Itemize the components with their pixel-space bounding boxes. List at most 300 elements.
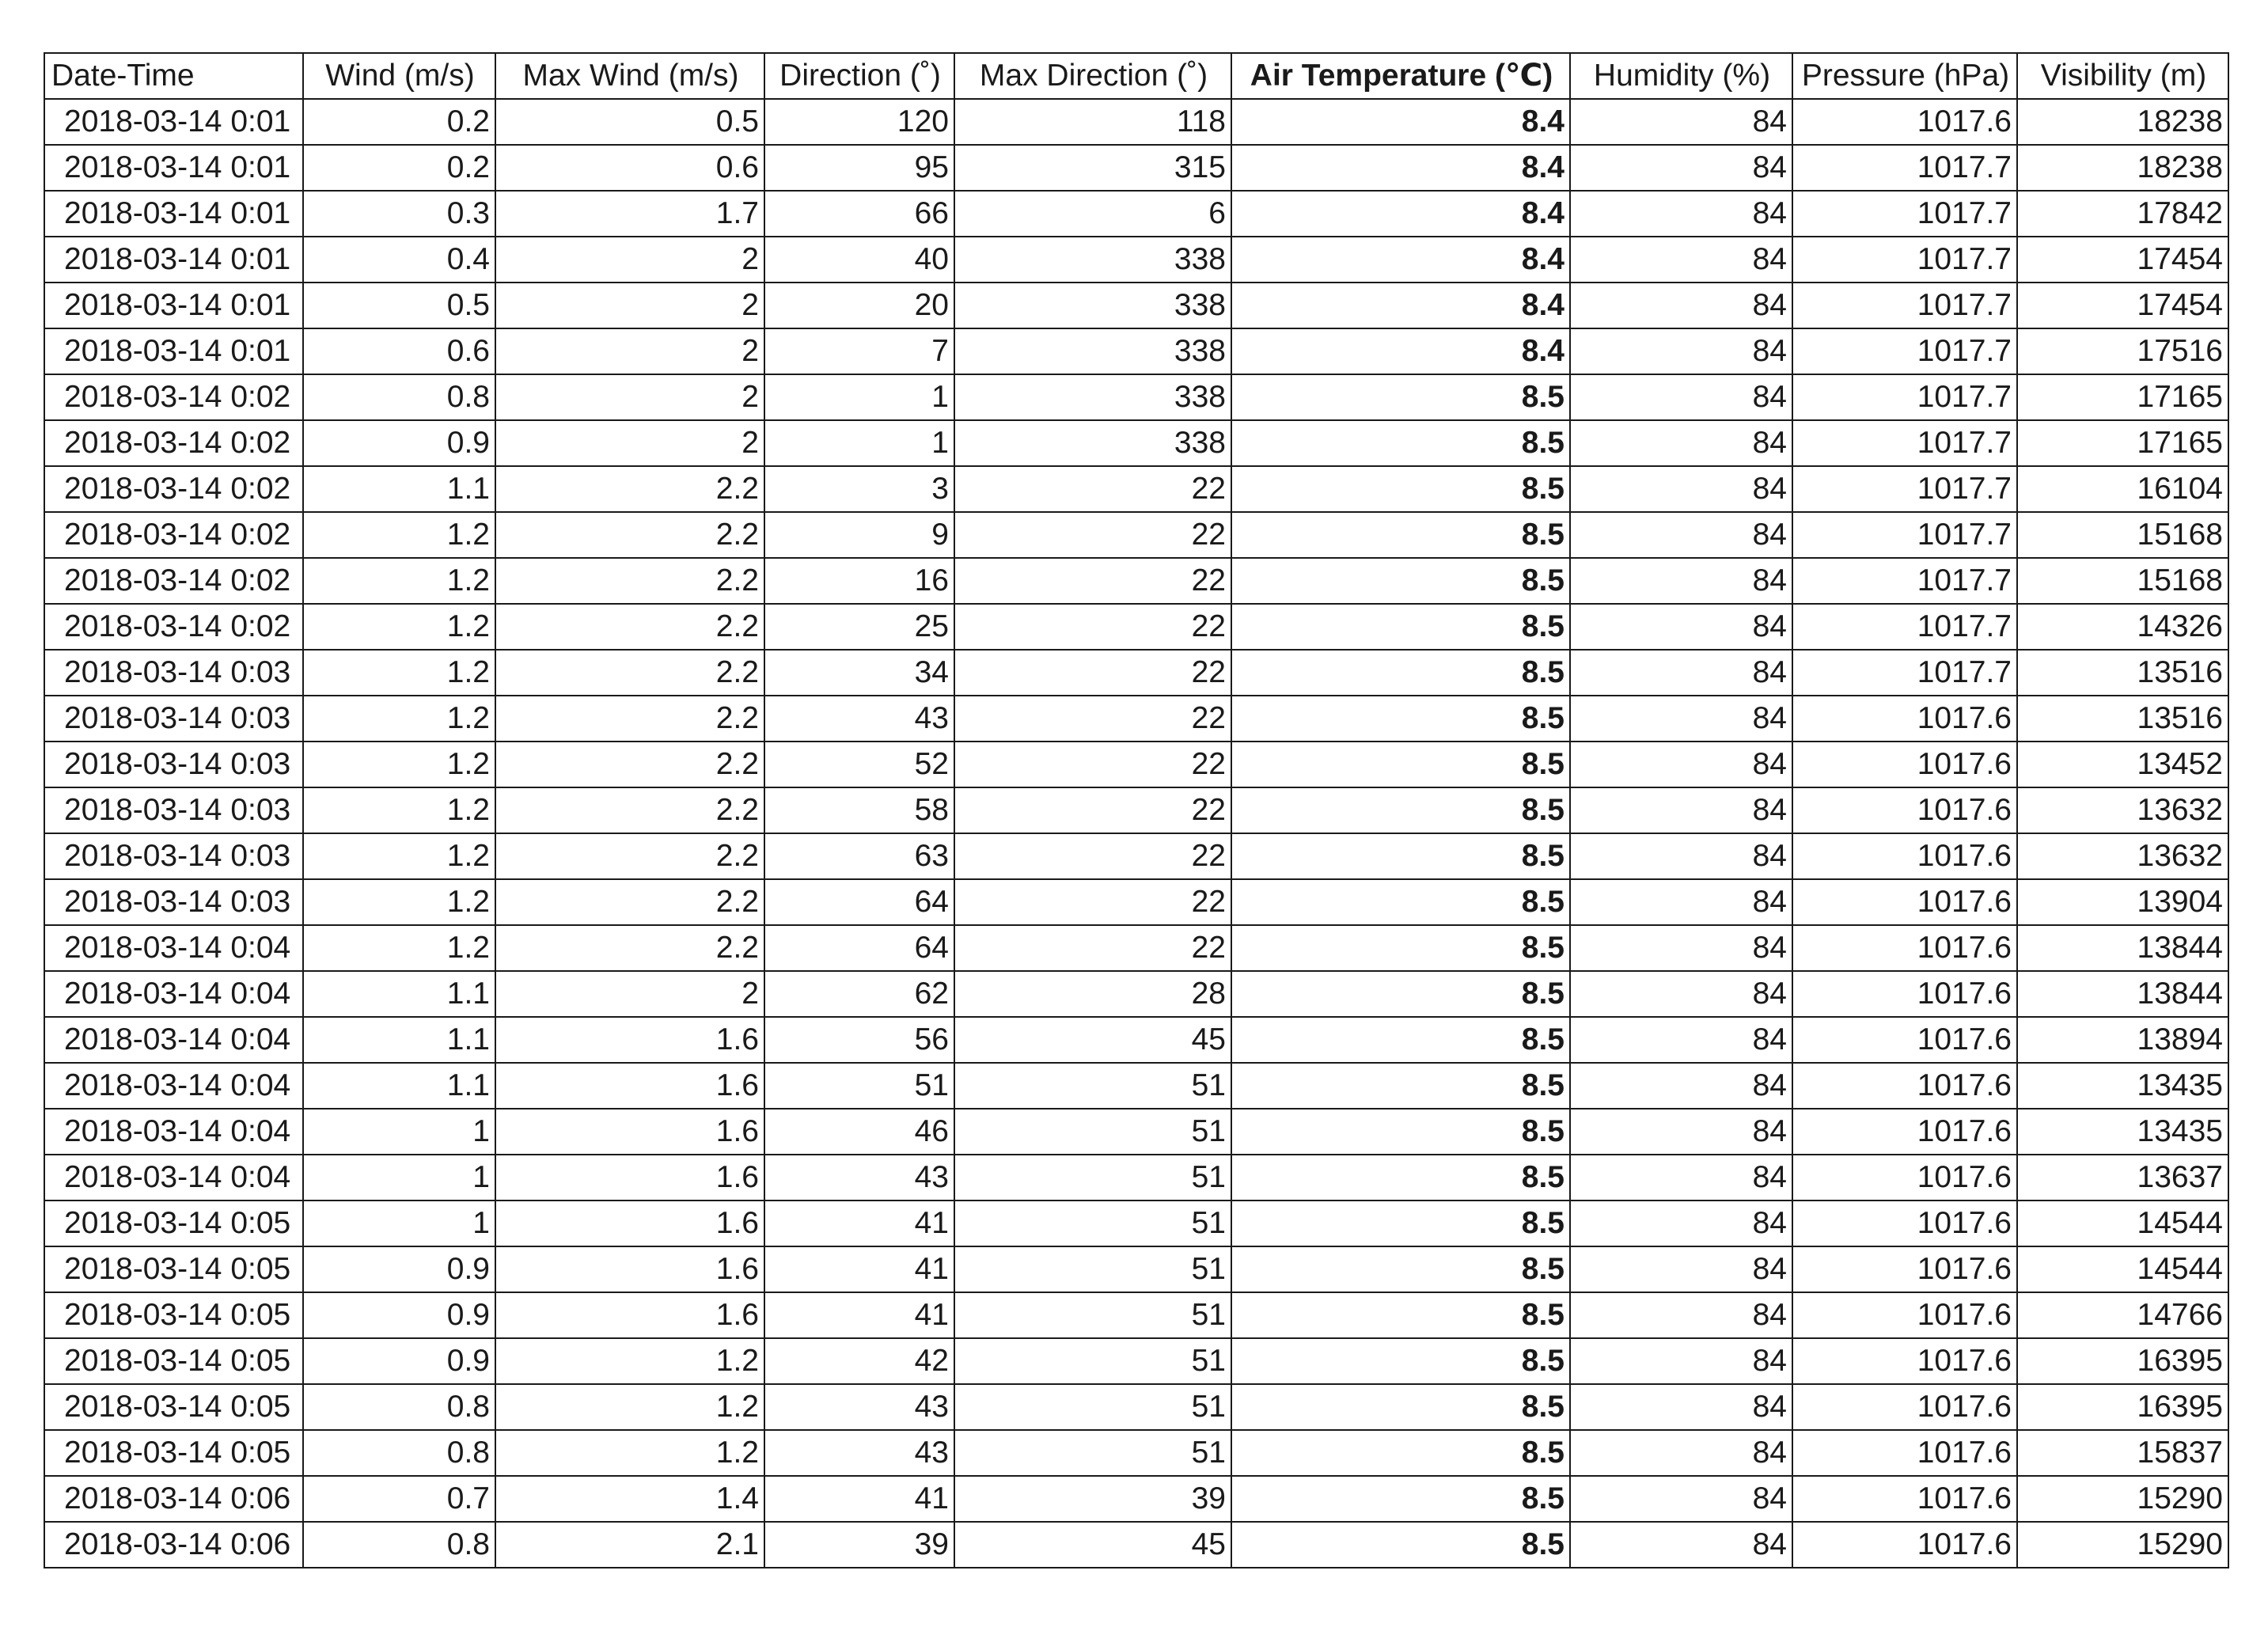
cell-visibility: 13894 [2017,1017,2228,1063]
cell-max-wind: 1.6 [495,1246,764,1292]
cell-air-temperature: 8.5 [1231,971,1570,1017]
cell-air-temperature: 8.5 [1231,650,1570,696]
cell-wind: 0.9 [303,1292,495,1338]
cell-max-direction: 51 [954,1246,1231,1292]
cell-wind: 1.2 [303,742,495,787]
cell-visibility: 17165 [2017,420,2228,466]
cell-date-time: 2018-03-14 0:01 [44,145,303,191]
cell-humidity: 84 [1570,1476,1792,1522]
cell-humidity: 84 [1570,1201,1792,1246]
cell-direction: 52 [764,742,954,787]
cell-humidity: 84 [1570,1017,1792,1063]
cell-air-temperature: 8.5 [1231,1430,1570,1476]
cell-max-wind: 0.5 [495,99,764,145]
cell-visibility: 14544 [2017,1246,2228,1292]
cell-humidity: 84 [1570,1246,1792,1292]
cell-air-temperature: 8.4 [1231,145,1570,191]
header-air-temperature: Air Temperature (℃) [1231,53,1570,99]
cell-date-time: 2018-03-14 0:02 [44,558,303,604]
cell-max-direction: 51 [954,1430,1231,1476]
cell-date-time: 2018-03-14 0:03 [44,650,303,696]
cell-pressure: 1017.7 [1792,328,2017,374]
cell-wind: 1 [303,1109,495,1155]
cell-humidity: 84 [1570,742,1792,787]
cell-max-wind: 1.2 [495,1384,764,1430]
cell-humidity: 84 [1570,1109,1792,1155]
cell-wind: 0.2 [303,99,495,145]
cell-max-direction: 22 [954,833,1231,879]
cell-max-wind: 2 [495,420,764,466]
cell-air-temperature: 8.5 [1231,742,1570,787]
cell-air-temperature: 8.5 [1231,879,1570,925]
cell-date-time: 2018-03-14 0:05 [44,1246,303,1292]
cell-air-temperature: 8.5 [1231,604,1570,650]
cell-wind: 1.2 [303,879,495,925]
cell-date-time: 2018-03-14 0:05 [44,1384,303,1430]
cell-max-direction: 45 [954,1522,1231,1568]
cell-wind: 0.8 [303,374,495,420]
cell-wind: 0.3 [303,191,495,237]
cell-air-temperature: 8.5 [1231,1109,1570,1155]
cell-date-time: 2018-03-14 0:02 [44,374,303,420]
cell-pressure: 1017.6 [1792,1017,2017,1063]
cell-visibility: 13435 [2017,1063,2228,1109]
cell-max-direction: 22 [954,879,1231,925]
cell-max-direction: 45 [954,1017,1231,1063]
cell-air-temperature: 8.5 [1231,1155,1570,1201]
table-row [44,145,2228,191]
cell-date-time: 2018-03-14 0:04 [44,1063,303,1109]
cell-direction: 16 [764,558,954,604]
cell-humidity: 84 [1570,1430,1792,1476]
cell-pressure: 1017.6 [1792,1430,2017,1476]
cell-max-wind: 1.6 [495,1017,764,1063]
cell-air-temperature: 8.5 [1231,925,1570,971]
cell-air-temperature: 8.4 [1231,99,1570,145]
cell-date-time: 2018-03-14 0:01 [44,191,303,237]
table-row [44,1109,2228,1155]
table-row [44,1338,2228,1384]
cell-visibility: 13435 [2017,1109,2228,1155]
cell-max-direction: 51 [954,1201,1231,1246]
cell-max-wind: 2.2 [495,466,764,512]
cell-date-time: 2018-03-14 0:04 [44,1155,303,1201]
cell-humidity: 84 [1570,374,1792,420]
cell-air-temperature: 8.5 [1231,696,1570,742]
cell-wind: 0.2 [303,145,495,191]
cell-max-wind: 2 [495,374,764,420]
cell-max-wind: 1.6 [495,1109,764,1155]
cell-wind: 0.9 [303,420,495,466]
cell-wind: 1.2 [303,696,495,742]
cell-wind: 0.5 [303,283,495,328]
cell-visibility: 16104 [2017,466,2228,512]
cell-visibility: 17165 [2017,374,2228,420]
cell-max-wind: 1.6 [495,1155,764,1201]
cell-humidity: 84 [1570,1384,1792,1430]
cell-date-time: 2018-03-14 0:04 [44,1017,303,1063]
cell-max-wind: 1.6 [495,1201,764,1246]
cell-wind: 1.1 [303,466,495,512]
cell-direction: 64 [764,925,954,971]
cell-max-wind: 2.2 [495,604,764,650]
cell-max-direction: 22 [954,925,1231,971]
cell-pressure: 1017.7 [1792,466,2017,512]
cell-pressure: 1017.6 [1792,1201,2017,1246]
cell-visibility: 15168 [2017,512,2228,558]
cell-max-direction: 51 [954,1292,1231,1338]
cell-max-direction: 6 [954,191,1231,237]
cell-pressure: 1017.6 [1792,879,2017,925]
cell-max-wind: 2.2 [495,696,764,742]
cell-visibility: 13632 [2017,833,2228,879]
cell-visibility: 17842 [2017,191,2228,237]
header-direction: Direction (˚) [764,53,954,99]
header-max-wind: Max Wind (m/s) [495,53,764,99]
cell-air-temperature: 8.4 [1231,328,1570,374]
cell-date-time: 2018-03-14 0:02 [44,420,303,466]
cell-visibility: 13904 [2017,879,2228,925]
cell-visibility: 14766 [2017,1292,2228,1338]
cell-pressure: 1017.6 [1792,1384,2017,1430]
table-row [44,1384,2228,1430]
cell-max-wind: 2.2 [495,787,764,833]
cell-max-direction: 51 [954,1109,1231,1155]
cell-max-direction: 315 [954,145,1231,191]
table-row [44,1017,2228,1063]
cell-date-time: 2018-03-14 0:02 [44,512,303,558]
cell-air-temperature: 8.5 [1231,1017,1570,1063]
cell-max-wind: 2.2 [495,879,764,925]
cell-date-time: 2018-03-14 0:05 [44,1292,303,1338]
table-row [44,833,2228,879]
cell-date-time: 2018-03-14 0:05 [44,1201,303,1246]
cell-max-direction: 338 [954,328,1231,374]
cell-pressure: 1017.7 [1792,558,2017,604]
cell-wind: 0.9 [303,1246,495,1292]
cell-visibility: 17516 [2017,328,2228,374]
table-row [44,283,2228,328]
cell-visibility: 16395 [2017,1338,2228,1384]
table-row [44,1292,2228,1338]
cell-pressure: 1017.7 [1792,420,2017,466]
cell-pressure: 1017.6 [1792,1246,2017,1292]
cell-humidity: 84 [1570,1063,1792,1109]
cell-date-time: 2018-03-14 0:06 [44,1522,303,1568]
cell-max-wind: 2.2 [495,742,764,787]
cell-direction: 43 [764,1384,954,1430]
cell-date-time: 2018-03-14 0:03 [44,879,303,925]
cell-air-temperature: 8.5 [1231,466,1570,512]
cell-air-temperature: 8.4 [1231,237,1570,283]
cell-max-direction: 338 [954,374,1231,420]
cell-air-temperature: 8.4 [1231,283,1570,328]
cell-visibility: 15290 [2017,1476,2228,1522]
cell-pressure: 1017.6 [1792,1338,2017,1384]
cell-max-wind: 1.2 [495,1338,764,1384]
cell-wind: 1.2 [303,558,495,604]
cell-max-direction: 118 [954,99,1231,145]
cell-wind: 0.9 [303,1338,495,1384]
cell-pressure: 1017.6 [1792,833,2017,879]
cell-max-wind: 2.2 [495,650,764,696]
cell-humidity: 84 [1570,879,1792,925]
header-max-direction: Max Direction (˚) [954,53,1231,99]
header-wind: Wind (m/s) [303,53,495,99]
cell-air-temperature: 8.5 [1231,1201,1570,1246]
cell-date-time: 2018-03-14 0:01 [44,283,303,328]
table-row [44,604,2228,650]
table-row [44,650,2228,696]
table-row [44,1155,2228,1201]
cell-date-time: 2018-03-14 0:01 [44,328,303,374]
cell-max-direction: 22 [954,604,1231,650]
cell-date-time: 2018-03-14 0:01 [44,99,303,145]
cell-visibility: 13632 [2017,787,2228,833]
cell-max-direction: 22 [954,696,1231,742]
cell-max-wind: 1.6 [495,1063,764,1109]
table-row [44,558,2228,604]
cell-air-temperature: 8.5 [1231,1246,1570,1292]
cell-max-direction: 22 [954,512,1231,558]
cell-direction: 1 [764,420,954,466]
cell-date-time: 2018-03-14 0:03 [44,742,303,787]
cell-wind: 1.1 [303,971,495,1017]
cell-direction: 41 [764,1246,954,1292]
cell-humidity: 84 [1570,696,1792,742]
cell-air-temperature: 8.5 [1231,374,1570,420]
cell-wind: 0.4 [303,237,495,283]
cell-visibility: 14544 [2017,1201,2228,1246]
header-visibility: Visibility (m) [2017,53,2228,99]
cell-humidity: 84 [1570,1338,1792,1384]
cell-humidity: 84 [1570,1292,1792,1338]
cell-humidity: 84 [1570,328,1792,374]
cell-wind: 1 [303,1155,495,1201]
table-row [44,512,2228,558]
cell-max-direction: 22 [954,558,1231,604]
cell-humidity: 84 [1570,650,1792,696]
cell-max-wind: 2 [495,283,764,328]
cell-pressure: 1017.7 [1792,374,2017,420]
header-humidity: Humidity (%) [1570,53,1792,99]
cell-direction: 42 [764,1338,954,1384]
table-row [44,191,2228,237]
table-row [44,925,2228,971]
cell-visibility: 15837 [2017,1430,2228,1476]
cell-humidity: 84 [1570,787,1792,833]
cell-direction: 43 [764,1430,954,1476]
cell-visibility: 13516 [2017,696,2228,742]
cell-max-direction: 39 [954,1476,1231,1522]
cell-visibility: 15168 [2017,558,2228,604]
cell-direction: 58 [764,787,954,833]
cell-visibility: 17454 [2017,237,2228,283]
cell-wind: 0.8 [303,1384,495,1430]
cell-humidity: 84 [1570,237,1792,283]
table-row [44,1430,2228,1476]
table-row [44,1476,2228,1522]
cell-date-time: 2018-03-14 0:04 [44,1109,303,1155]
cell-pressure: 1017.6 [1792,742,2017,787]
table-row [44,1522,2228,1568]
cell-max-direction: 338 [954,420,1231,466]
table-row [44,1063,2228,1109]
cell-humidity: 84 [1570,99,1792,145]
cell-pressure: 1017.7 [1792,145,2017,191]
cell-direction: 39 [764,1522,954,1568]
cell-date-time: 2018-03-14 0:02 [44,466,303,512]
table-row [44,374,2228,420]
cell-pressure: 1017.6 [1792,925,2017,971]
cell-visibility: 13516 [2017,650,2228,696]
cell-direction: 95 [764,145,954,191]
cell-max-wind: 0.6 [495,145,764,191]
cell-wind: 1.1 [303,1017,495,1063]
cell-direction: 43 [764,696,954,742]
cell-air-temperature: 8.5 [1231,1063,1570,1109]
cell-visibility: 13844 [2017,971,2228,1017]
header-pressure: Pressure (hPa) [1792,53,2017,99]
cell-max-direction: 22 [954,466,1231,512]
cell-wind: 0.8 [303,1522,495,1568]
cell-pressure: 1017.6 [1792,696,2017,742]
cell-air-temperature: 8.5 [1231,1476,1570,1522]
header-date-time: Date-Time [44,53,303,99]
table-header [44,53,2228,99]
cell-pressure: 1017.7 [1792,283,2017,328]
cell-date-time: 2018-03-14 0:05 [44,1338,303,1384]
cell-humidity: 84 [1570,604,1792,650]
cell-wind: 1.2 [303,925,495,971]
cell-direction: 56 [764,1017,954,1063]
cell-visibility: 15290 [2017,1522,2228,1568]
cell-direction: 1 [764,374,954,420]
cell-direction: 7 [764,328,954,374]
cell-pressure: 1017.6 [1792,1155,2017,1201]
cell-max-direction: 51 [954,1155,1231,1201]
cell-pressure: 1017.6 [1792,99,2017,145]
table-row [44,787,2228,833]
table-row [44,742,2228,787]
cell-max-wind: 2.2 [495,833,764,879]
cell-direction: 43 [764,1155,954,1201]
cell-visibility: 13637 [2017,1155,2228,1201]
cell-visibility: 16395 [2017,1384,2228,1430]
cell-direction: 25 [764,604,954,650]
cell-wind: 0.8 [303,1430,495,1476]
cell-pressure: 1017.7 [1792,604,2017,650]
cell-humidity: 84 [1570,191,1792,237]
table-row [44,237,2228,283]
cell-direction: 20 [764,283,954,328]
cell-humidity: 84 [1570,283,1792,328]
table-row [44,466,2228,512]
cell-humidity: 84 [1570,1522,1792,1568]
cell-direction: 66 [764,191,954,237]
table-row [44,420,2228,466]
cell-visibility: 14326 [2017,604,2228,650]
cell-air-temperature: 8.5 [1231,558,1570,604]
cell-direction: 9 [764,512,954,558]
cell-max-wind: 2.2 [495,558,764,604]
cell-air-temperature: 8.5 [1231,420,1570,466]
cell-air-temperature: 8.5 [1231,512,1570,558]
cell-pressure: 1017.6 [1792,1109,2017,1155]
cell-pressure: 1017.6 [1792,1476,2017,1522]
cell-wind: 1.1 [303,1063,495,1109]
cell-direction: 51 [764,1063,954,1109]
cell-max-direction: 338 [954,237,1231,283]
cell-visibility: 13452 [2017,742,2228,787]
cell-pressure: 1017.7 [1792,237,2017,283]
table-row [44,971,2228,1017]
cell-wind: 0.6 [303,328,495,374]
cell-air-temperature: 8.5 [1231,1522,1570,1568]
cell-humidity: 84 [1570,512,1792,558]
cell-direction: 120 [764,99,954,145]
cell-max-wind: 2.2 [495,925,764,971]
cell-max-wind: 1.2 [495,1430,764,1476]
cell-wind: 1.2 [303,512,495,558]
cell-direction: 40 [764,237,954,283]
cell-date-time: 2018-03-14 0:05 [44,1430,303,1476]
cell-max-direction: 22 [954,742,1231,787]
cell-visibility: 17454 [2017,283,2228,328]
table-row [44,696,2228,742]
cell-date-time: 2018-03-14 0:02 [44,604,303,650]
cell-max-wind: 1.4 [495,1476,764,1522]
cell-direction: 64 [764,879,954,925]
cell-direction: 41 [764,1292,954,1338]
cell-direction: 41 [764,1201,954,1246]
table-row [44,1246,2228,1292]
cell-visibility: 13844 [2017,925,2228,971]
cell-max-wind: 1.6 [495,1292,764,1338]
table-row [44,99,2228,145]
cell-max-direction: 338 [954,283,1231,328]
cell-date-time: 2018-03-14 0:04 [44,925,303,971]
cell-humidity: 84 [1570,925,1792,971]
cell-pressure: 1017.7 [1792,512,2017,558]
cell-humidity: 84 [1570,971,1792,1017]
cell-air-temperature: 8.5 [1231,1292,1570,1338]
cell-direction: 3 [764,466,954,512]
cell-wind: 1.2 [303,650,495,696]
cell-humidity: 84 [1570,145,1792,191]
cell-pressure: 1017.6 [1792,787,2017,833]
cell-max-direction: 51 [954,1384,1231,1430]
table-row [44,879,2228,925]
cell-wind: 1.2 [303,787,495,833]
cell-date-time: 2018-03-14 0:03 [44,696,303,742]
cell-direction: 63 [764,833,954,879]
cell-air-temperature: 8.4 [1231,191,1570,237]
table-row [44,328,2228,374]
cell-humidity: 84 [1570,558,1792,604]
cell-date-time: 2018-03-14 0:03 [44,787,303,833]
cell-humidity: 84 [1570,833,1792,879]
cell-max-wind: 2.2 [495,512,764,558]
cell-date-time: 2018-03-14 0:06 [44,1476,303,1522]
cell-humidity: 84 [1570,466,1792,512]
cell-direction: 46 [764,1109,954,1155]
cell-max-wind: 2 [495,971,764,1017]
cell-direction: 62 [764,971,954,1017]
cell-humidity: 84 [1570,1155,1792,1201]
cell-pressure: 1017.6 [1792,971,2017,1017]
cell-wind: 0.7 [303,1476,495,1522]
